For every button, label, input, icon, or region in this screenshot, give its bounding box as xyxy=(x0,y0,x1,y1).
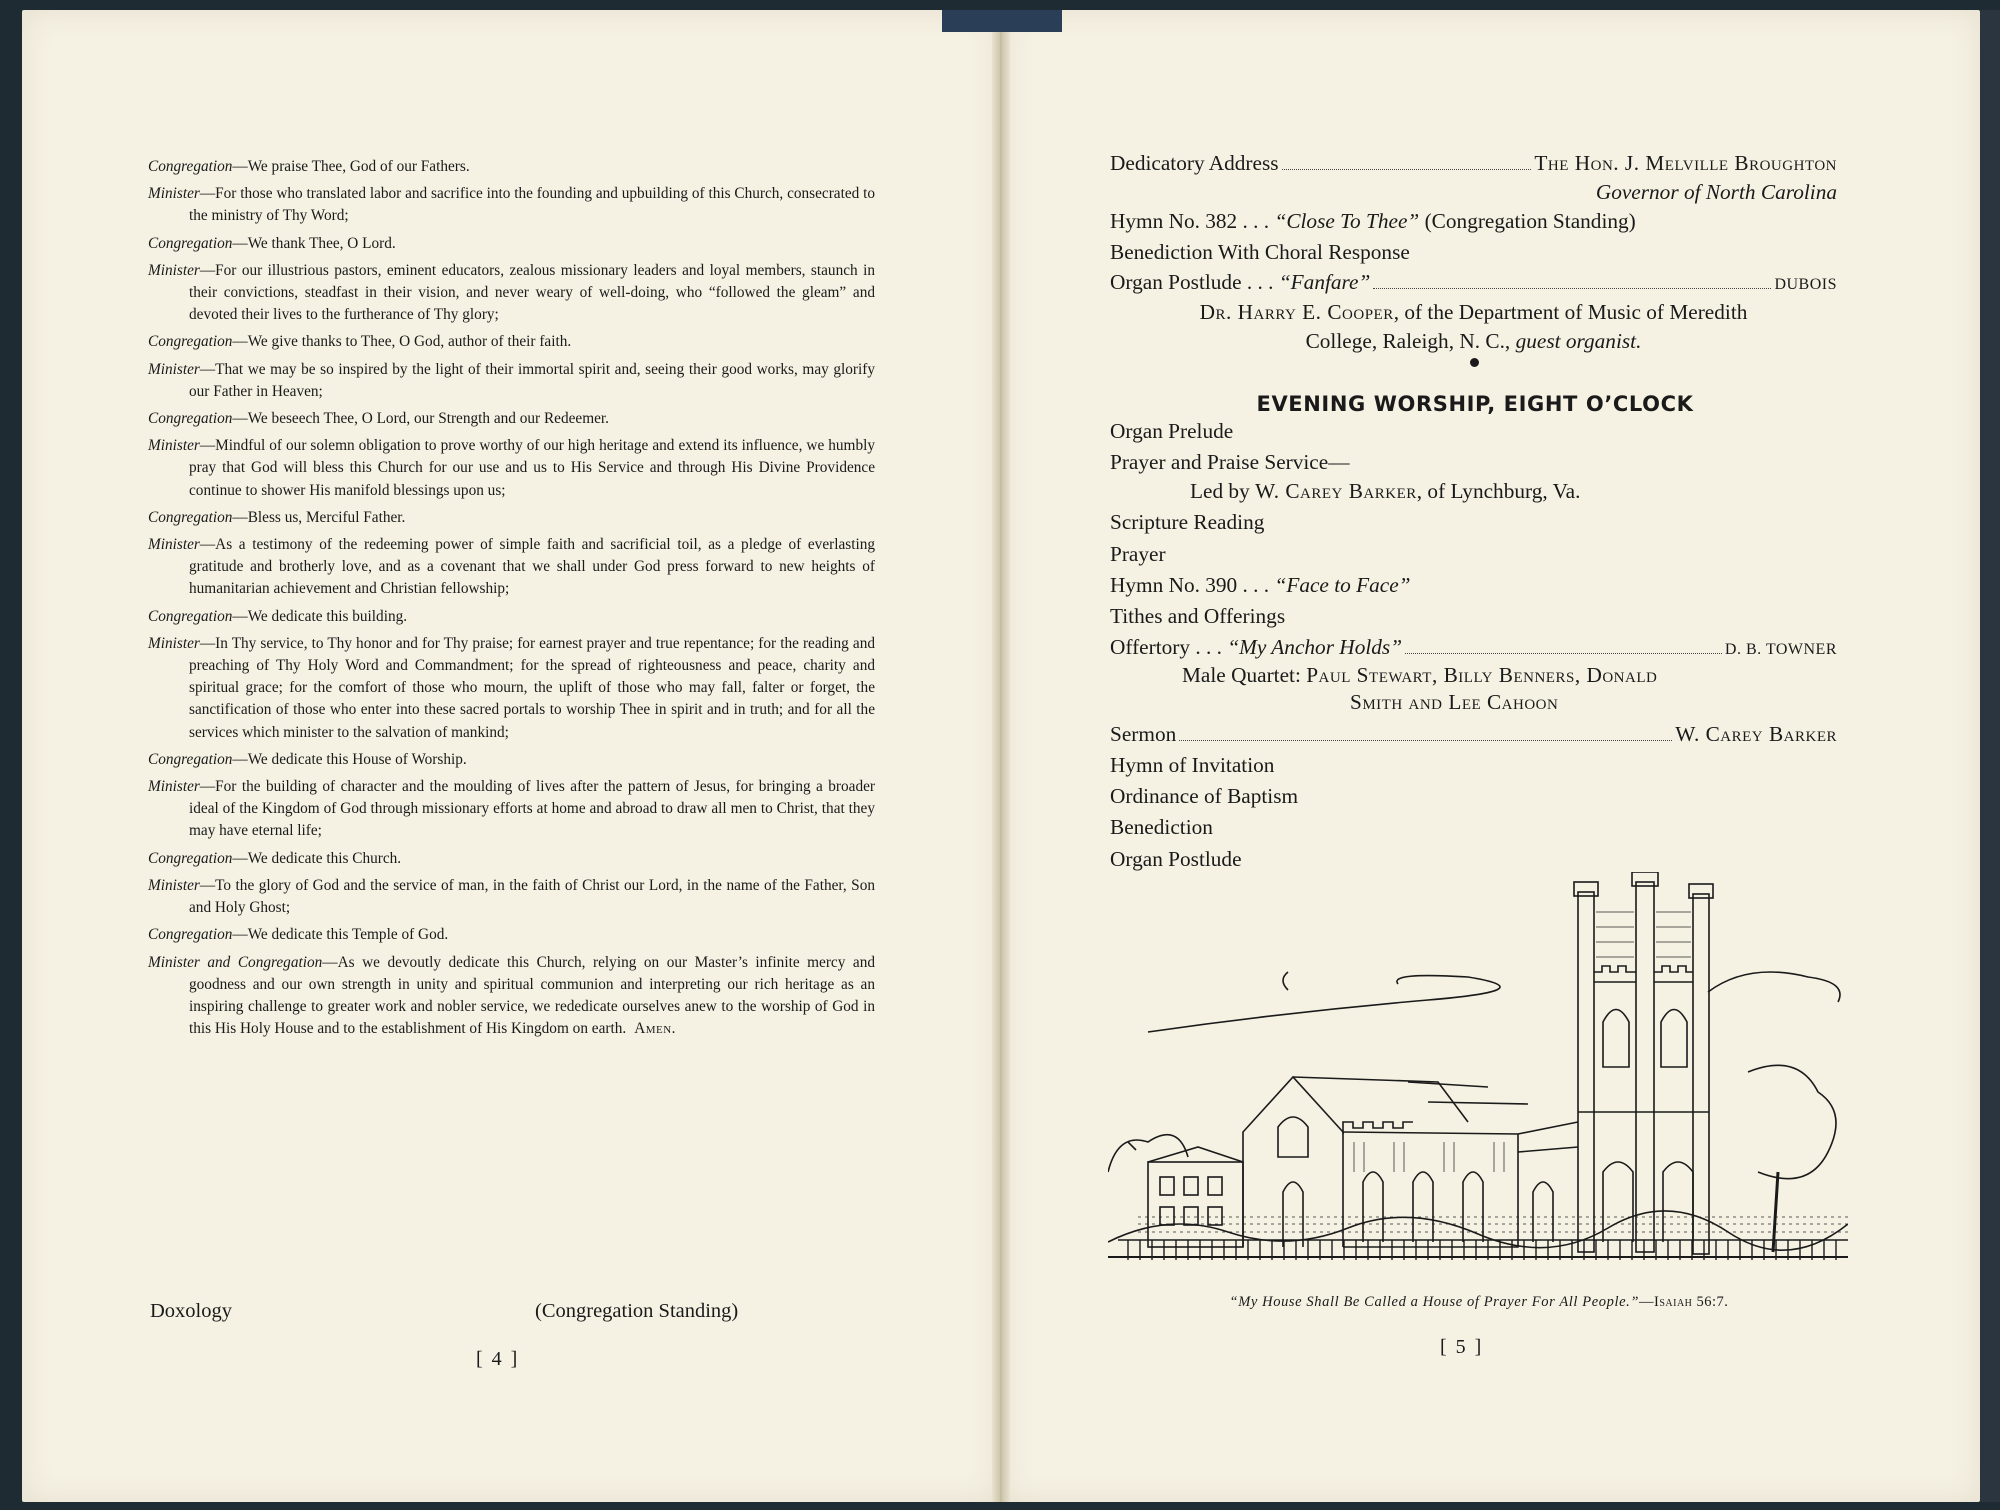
litany-text: For the building of character and the moulding of lives after the pattern of Jesus, for bringing a broader ideal of the Kingdom of God through missionary efforts at home and abroad to draw all men to Christ, that they may have eternal life; xyxy=(189,778,875,840)
led-by-row xyxy=(1190,479,1580,504)
led-by-place: , of Lynchburg, Va. xyxy=(1416,479,1581,503)
offertory-row xyxy=(1110,635,1837,660)
quartet-label: Male Quartet: xyxy=(1182,663,1301,687)
em-dash: — xyxy=(199,634,216,652)
speaker-label: Congregation xyxy=(148,158,233,175)
litany-text: Mindful of our solemn obligation to prove worthy of our high heritage and extend its influence, we humbly pray that God will bless this Church for our use and us to His Service and through His Divine Providence continue to shower His manifold blessings upon us; xyxy=(189,437,875,499)
em-dash: — xyxy=(199,360,216,378)
litany-text: For those who translated labor and sacrifice into the founding and upbuilding of this Church, consecrated to the ministry of Thy Word; xyxy=(189,185,875,225)
offertory-prefix: Offertory . . . xyxy=(1110,635,1222,659)
congregation-response xyxy=(148,408,875,430)
em-dash: — xyxy=(199,437,216,455)
speaker-label: Minister xyxy=(148,360,200,378)
ordinance-of-baptism: Ordinance of Baptism xyxy=(1110,784,1299,808)
doxology-label: Doxology xyxy=(150,1300,232,1322)
benediction-choral: Benediction With Choral Response xyxy=(1110,240,1410,264)
scripture-caption xyxy=(1118,1294,1840,1311)
em-dash: — xyxy=(199,536,216,554)
speaker-label: Minister xyxy=(148,437,200,455)
hymn-382-note: (Congregation Standing) xyxy=(1424,209,1636,233)
cover-edge xyxy=(1980,10,2000,1502)
minister-line xyxy=(148,183,875,227)
page-number-left: [ 4 ] xyxy=(476,1348,520,1370)
em-dash: — xyxy=(232,158,248,175)
speaker-label: Congregation xyxy=(148,234,233,252)
minister-line xyxy=(148,952,875,1041)
sermon-row xyxy=(1110,722,1837,747)
speaker-label: Congregation xyxy=(148,926,233,944)
leader-dots xyxy=(1179,740,1672,741)
scripture-reading: Scripture Reading xyxy=(1110,510,1265,534)
em-dash: — xyxy=(232,508,248,526)
minister-line xyxy=(148,875,875,919)
hymn-390-prefix: Hymn No. 390 . . . xyxy=(1110,573,1270,597)
quartet-row-1 xyxy=(1182,663,1657,688)
speaker-label: Congregation xyxy=(148,508,233,526)
hymn-390-title: “Face to Face” xyxy=(1274,573,1411,597)
em-dash: — xyxy=(232,926,248,944)
litany-text: We praise Thee, God of our Fathers. xyxy=(247,158,470,175)
benediction: Benediction xyxy=(1110,815,1213,839)
litany-text: As we devoutly dedicate this Church, relying on our Master’s infinite mercy and goodness and our own strength in unity and spiritual communion and interpreting our rich heritage as an inspiring challenge to greater work and nobler service, we rededicate ourselves anew to the worship of God in this His Holy House and to the establishment of His Kingdom on earth. xyxy=(189,953,875,1038)
speaker-label: Minister xyxy=(148,634,200,652)
em-dash: — xyxy=(199,185,216,203)
em-dash: — xyxy=(232,333,248,351)
organist-line-2 xyxy=(1110,329,1837,354)
postlude-title: “Fanfare” xyxy=(1278,270,1371,294)
dedicatory-label: Dedicatory Address xyxy=(1110,151,1279,175)
minister-line xyxy=(148,534,875,601)
postlude-composer: DUBOIS xyxy=(1774,276,1837,293)
litany-text: We dedicate this Temple of God. xyxy=(247,926,449,944)
caption-quote: “My House Shall Be Called a House of Prayer For All People.” xyxy=(1229,1294,1640,1310)
litany-text: We dedicate this Church. xyxy=(247,849,402,867)
quartet-line-1: Paul Stewart, Billy Benners, Donald xyxy=(1306,663,1658,687)
em-dash: — xyxy=(232,607,248,625)
leader-dots xyxy=(1282,169,1532,170)
quartet-line-2: Smith and Lee Cahoon xyxy=(1350,690,1559,714)
speaker-label: Minister xyxy=(148,185,200,203)
congregation-response xyxy=(148,156,875,178)
litany-text: We thank Thee, O Lord. xyxy=(247,234,396,252)
congregation-response xyxy=(148,507,875,529)
speaker-label: Minister xyxy=(148,876,200,894)
speaker-label: Congregation xyxy=(148,607,233,625)
caption-ref: —Isaiah 56:7. xyxy=(1639,1294,1729,1310)
sermon-speaker: W. Carey Barker xyxy=(1675,722,1837,746)
litany-text: We beseech Thee, O Lord, our Strength and our Redeemer. xyxy=(247,410,609,428)
litany-text: We dedicate this House of Worship. xyxy=(247,750,467,768)
prayer: Prayer xyxy=(1110,542,1166,566)
postlude-prefix: Organ Postlude . . . xyxy=(1110,270,1274,294)
litany-text: As a testimony of the redeeming power of simple faith and sacrificial toil, as a pledge of everlasting gratitude and brotherly love, and as a covenant that we shall under God press forward to new heights of humanitarian achievement and Christian fellowship; xyxy=(189,536,875,598)
congregation-response xyxy=(148,924,875,946)
church-illustration xyxy=(1108,872,1848,1282)
organist-role: guest organist. xyxy=(1515,329,1642,353)
binding-tab xyxy=(942,10,1062,32)
litany-text: That we may be so inspired by the light of their immortal spirit and, seeing their good works, may glorify our Father in Heaven; xyxy=(189,360,875,400)
governor-title: Governor of North Carolina xyxy=(1595,180,1837,204)
organ-postlude: Organ Postlude xyxy=(1110,847,1242,871)
em-dash: — xyxy=(199,261,216,279)
congregation-response xyxy=(148,848,875,870)
page-number-right: [ 5 ] xyxy=(1440,1336,1484,1358)
leader-dots xyxy=(1405,653,1722,654)
center-gutter xyxy=(992,10,1010,1502)
litany-text: For our illustrious pastors, eminent educators, zealous missionary leaders and loyal members, staunch in their convictions, steadfast in their vision, and never weary of well-doing, who “followed the gleam” and devoted their lives to the furtherance of Thy glory; xyxy=(189,261,875,324)
hymn-382-row xyxy=(1110,209,1636,234)
speaker-label: Congregation xyxy=(148,333,233,351)
organist-line2: College, Raleigh, N. C., xyxy=(1305,329,1511,353)
amen: Amen. xyxy=(634,1020,677,1038)
dedicatory-speaker: The Hon. J. Melville Broughton xyxy=(1534,151,1837,175)
offertory-composer: D. B. TOWNER xyxy=(1724,641,1837,658)
em-dash: — xyxy=(232,410,248,428)
em-dash: — xyxy=(322,953,338,971)
minister-line xyxy=(148,260,875,327)
congregation-response xyxy=(148,749,875,771)
congregation-response xyxy=(148,233,875,255)
organist-line1-rest: , of the Department of Music of Meredith xyxy=(1393,300,1748,324)
speaker-label: Minister and Congregation xyxy=(148,953,323,971)
em-dash: — xyxy=(232,849,248,867)
section-bullet xyxy=(1470,358,1479,367)
minister-line xyxy=(148,435,875,502)
em-dash: — xyxy=(199,876,216,894)
led-by-prefix: Led by xyxy=(1190,479,1250,503)
evening-heading: EVENING WORSHIP, EIGHT O’CLOCK xyxy=(1256,392,1694,416)
litany-text: We dedicate this building. xyxy=(247,607,408,625)
hymn-382-prefix: Hymn No. 382 . . . xyxy=(1110,209,1270,233)
litany-text: To the glory of God and the service of man, in the faith of Christ our Lord, in the name of the Father, Son and Holy Ghost; xyxy=(189,876,875,917)
organist-name: Dr. Harry E. Cooper xyxy=(1199,300,1394,324)
speaker-label: Minister xyxy=(148,536,200,554)
tithes-offerings: Tithes and Offerings xyxy=(1110,604,1286,628)
led-by-name: W. Carey Barker xyxy=(1255,479,1417,503)
leader-dots xyxy=(1373,288,1771,289)
speaker-label: Minister xyxy=(148,261,200,279)
hymn-of-invitation: Hymn of Invitation xyxy=(1110,753,1275,777)
em-dash: — xyxy=(199,778,216,796)
congregation-response xyxy=(148,331,875,353)
offertory-title: “My Anchor Holds” xyxy=(1227,635,1403,659)
litany xyxy=(148,156,875,1045)
congregation-response xyxy=(148,606,875,628)
hymn-382-title: “Close To Thee” xyxy=(1274,209,1420,233)
organist-line-1 xyxy=(1110,300,1837,325)
sermon-label: Sermon xyxy=(1110,722,1177,746)
speaker-label: Congregation xyxy=(148,849,233,867)
litany-text: We give thanks to Thee, O God, author of their faith. xyxy=(247,333,572,351)
prayer-praise: Prayer and Praise Service— xyxy=(1110,450,1350,474)
minister-line xyxy=(148,776,875,843)
speaker-label: Congregation xyxy=(148,410,233,428)
speaker-label: Congregation xyxy=(148,750,233,768)
litany-text: Bless us, Merciful Father. xyxy=(247,508,406,526)
minister-line xyxy=(148,633,875,744)
speaker-label: Minister xyxy=(148,778,200,796)
litany-text: In Thy service, to Thy honor and for Thy praise; for earnest prayer and true repentance; for the reading and preaching of Thy Holy Word and Commandment; for the spread of righteousness and peace, charity and spiritual grace; for the comfort of those who mourn, the uplift of those who may fall, falter or forget, the sanctification of those who enter into these sacred portals to worship Thee in spirit and in truth; and for all the services which minister to the salvation of mankind; xyxy=(189,634,875,741)
hymn-390-row xyxy=(1110,573,1411,598)
dedicatory-address-row xyxy=(1110,151,1837,176)
em-dash: — xyxy=(232,234,248,252)
doxology-note: (Congregation Standing) xyxy=(535,1300,739,1322)
minister-line xyxy=(148,359,875,403)
em-dash: — xyxy=(232,750,248,768)
postlude-row xyxy=(1110,270,1837,295)
organ-prelude: Organ Prelude xyxy=(1110,419,1234,443)
